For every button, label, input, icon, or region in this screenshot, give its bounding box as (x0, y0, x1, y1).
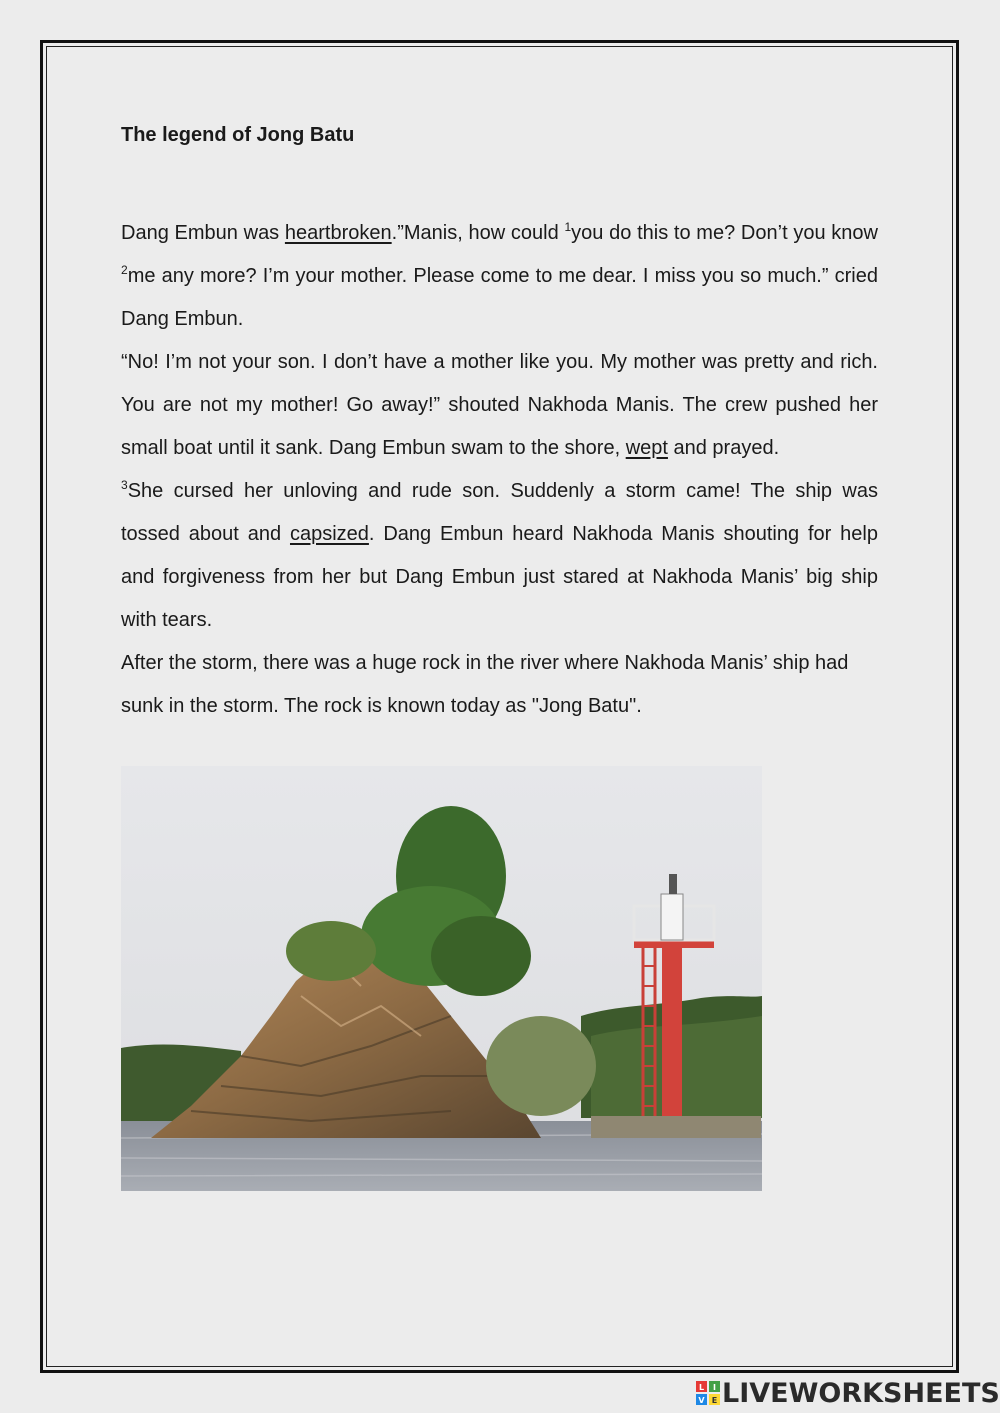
svg-text:E: E (711, 1396, 718, 1405)
paragraph-text: me any more? I’m your mother. Please come to me dear. I miss you so much.” cried Dang Embun. (121, 265, 878, 330)
liveworksheets-logo-icon (696, 1381, 720, 1405)
svg-text:V: V (698, 1396, 705, 1405)
jong-batu-photo (121, 766, 762, 1191)
vocabulary-word: wept (625, 437, 668, 459)
story-paragraph (121, 470, 878, 642)
vocabulary-word: heartbroken (284, 222, 392, 244)
document-body (121, 118, 878, 728)
vocabulary-word: capsized (289, 523, 369, 545)
paragraph-text: “No! I’m not your son. I don’t have a mother like you. My mother was pretty and rich. You are not my mother! Go away!” shouted Nakhoda Manis. The crew pushed her small boat until it sank. Dang Embun swam to the shore, (121, 351, 878, 459)
footnote-marker: 3 (121, 478, 128, 492)
liveworksheets-wordmark: LIVEWORKSHEETS (722, 1377, 1000, 1409)
footnote-marker: 2 (121, 263, 128, 277)
lighthouse-lamp (661, 894, 683, 940)
bare-tree (486, 1016, 596, 1116)
paragraph-text: Dang Embun was (121, 222, 285, 244)
paragraph-text: you do this to me? Don’t you know (571, 222, 878, 244)
story-paragraphs (121, 212, 878, 728)
lighthouse-tower (662, 946, 682, 1116)
shrub (286, 921, 376, 981)
document-title: The legend of Jong Batu (121, 124, 355, 146)
footnote-marker: 1 (564, 220, 572, 234)
story-paragraph (121, 212, 878, 341)
story-paragraph (121, 341, 878, 470)
svg-text:L: L (698, 1383, 705, 1392)
liveworksheets-watermark (696, 1376, 1000, 1410)
paragraph-text: and prayed. (667, 437, 780, 459)
paragraph-text: . Dang Embun heard Nakhoda Manis shouting for help and forgiveness from her but Dang Embun just stared at Nakhoda Manis’ big ship with tears. (121, 523, 878, 631)
paragraph-text: She cursed her unloving and rude son. Suddenly a storm came! The ship was tossed about and (121, 480, 878, 545)
paragraph-text: After the storm, there was a huge rock in the river where Nakhoda Manis’ ship had sunk in the storm. The rock is known today as "Jong Batu". (121, 652, 849, 717)
paragraph-text: .”Manis, how could (391, 222, 565, 244)
jetty-platform (591, 1116, 761, 1138)
jong-batu-illustration (121, 766, 762, 1191)
svg-text:I: I (713, 1383, 716, 1392)
story-paragraph (121, 642, 878, 728)
